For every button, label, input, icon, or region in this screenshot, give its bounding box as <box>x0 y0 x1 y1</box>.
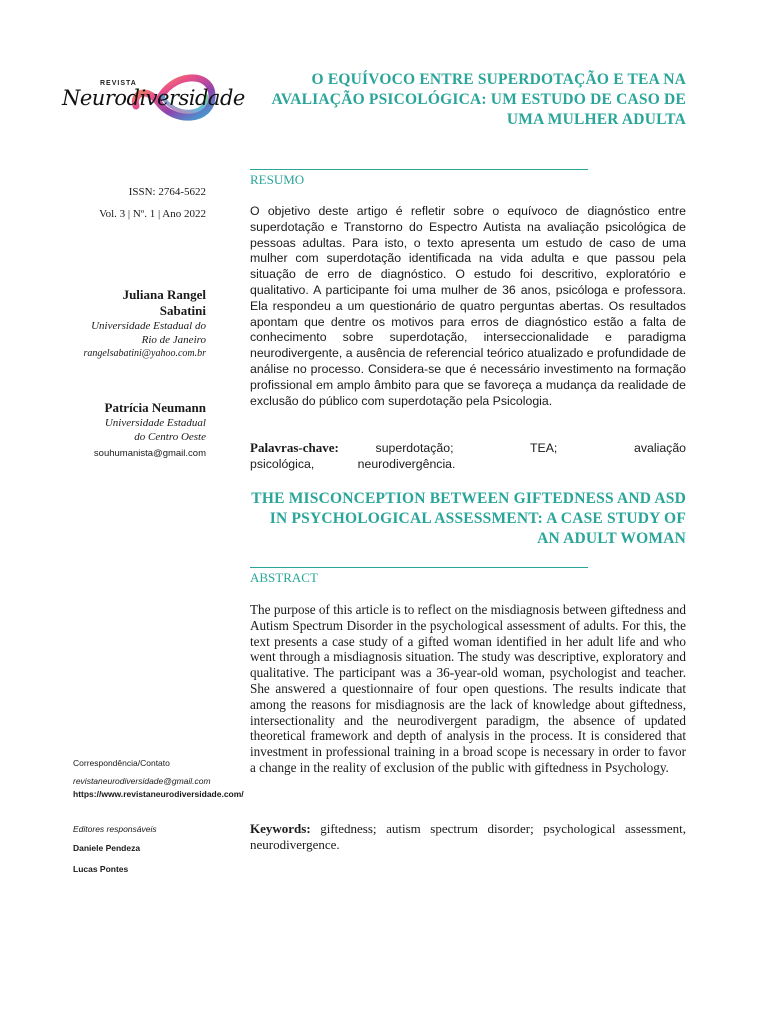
author-affiliation: Rio de Janeiro <box>141 334 206 346</box>
abstract-text: The purpose of this article is to reflect on the misdiagnosis between giftedness and Autism Spectrum Disorder in the psychological assessment of adults. For this, the text presents a case study of a gifted woman identified in her adult life and who went through a misdiagnosis situation. The study was descriptive, exploratory and qualitative. The participant was a 36-year-old woman, psychologist and teacher. She answered a questionnaire of four open questions. The results indicate that among the reasons for misdiagnosis are the lack of knowledge about giftedness, intersectionality and the neurodivergent paradigm, the absence of updated theoretical framework and depth of analysis in the process. It is considered that investment in professional training in a broad scope is necessary in order to favor a change in the reality of exclusion of the public with giftedness in Psychology. <box>250 602 686 775</box>
volume-info: Vol. 3 | Nº. 1 | Ano 2022 <box>99 208 206 220</box>
keywords-label: Palavras-chave: <box>250 440 339 455</box>
article-title-en: THE MISCONCEPTION BETWEEN GIFTEDNESS AND ASD IN PSYCHOLOGICAL ASSESSMENT: A CASE STUDY OF AN ADULT WOMAN <box>251 490 686 547</box>
logo-brand-text: Neurodiversidade <box>62 86 245 110</box>
author-name: Patrícia Neumann <box>104 400 206 415</box>
editors-block <box>73 823 157 876</box>
author-name: Sabatini <box>159 303 206 318</box>
author-affiliation: Universidade Estadual do <box>91 320 206 332</box>
section-divider <box>250 169 588 170</box>
editors-label: Editores responsáveis <box>73 824 157 834</box>
author-1 <box>83 287 206 360</box>
author-name: Juliana Rangel <box>122 287 206 302</box>
issn: ISSN: 2764-5622 <box>128 186 206 198</box>
author-affiliation: do Centro Oeste <box>134 431 206 443</box>
contact-label: Correspondência/Contato <box>73 758 170 768</box>
abstract-keywords <box>250 821 686 853</box>
section-divider <box>250 567 588 568</box>
article-title-pt: O EQUÍVOCO ENTRE SUPERDOTAÇÃO E TEA NA AVALIAÇÃO PSICOLÓGICA: UM ESTUDO DE CASO DE UMA MULHER ADULTA <box>271 71 686 128</box>
keywords-value: giftedness; autism spectrum disorder; psychological assessment, neurodivergence. <box>250 821 687 852</box>
journal-logo <box>62 66 245 136</box>
abstract-heading: ABSTRACT <box>250 570 318 585</box>
editor-name: Daniele Pendeza <box>73 843 141 853</box>
resumo-keywords <box>250 440 686 473</box>
contact-email[interactable]: revistaneurodiversidade@gmail.com <box>73 776 211 786</box>
resumo-heading: RESUMO <box>250 172 305 187</box>
author-email[interactable]: souhumanista@gmail.com <box>93 448 206 459</box>
contact-url[interactable]: https://www.revistaneurodiversidade.com/ <box>73 789 244 799</box>
contact-block <box>73 757 244 801</box>
logo-small-label: REVISTA <box>100 80 137 87</box>
keywords-value: superdotação; TEA; avaliação psicológica, neurodivergência. <box>250 441 686 471</box>
author-2 <box>94 400 206 460</box>
author-email[interactable]: rangelsabatini@yahoo.com.br <box>83 348 206 359</box>
author-affiliation: Universidade Estadual <box>104 417 206 429</box>
resumo-text: O objetivo deste artigo é refletir sobre o equívoco de diagnóstico entre superdotação e Transtorno do Espectro Autista na avaliação psicológica de pessoas adultas. Para isto, o texto apresenta um estudo de caso de uma mulher com superdotação identificada na vida adulta e que passou pela situação de erro de diagnóstico. O estudo foi descritivo, exploratório e qualitativo. A participante foi uma mulher de 36 anos, psicóloga e professora. Ela respondeu a um questionário de quatro perguntas abertas. Os resultados apontam que dentre os motivos para erros de diagnóstico estão a falta de conhecimento sobre superdotação, interseccionalidade e paradigma neurodivergente, a ausência de referencial teórico atualizado e profundidade de análise no processo. Considera-se que é necessário investimento na formação profissional em amplo âmbito para que se favoreça a mudança da realidade de exclusão do público com superdotação pela Psicologia. <box>250 204 686 408</box>
editor-name: Lucas Pontes <box>73 864 129 874</box>
keywords-label: Keywords: <box>250 821 311 836</box>
